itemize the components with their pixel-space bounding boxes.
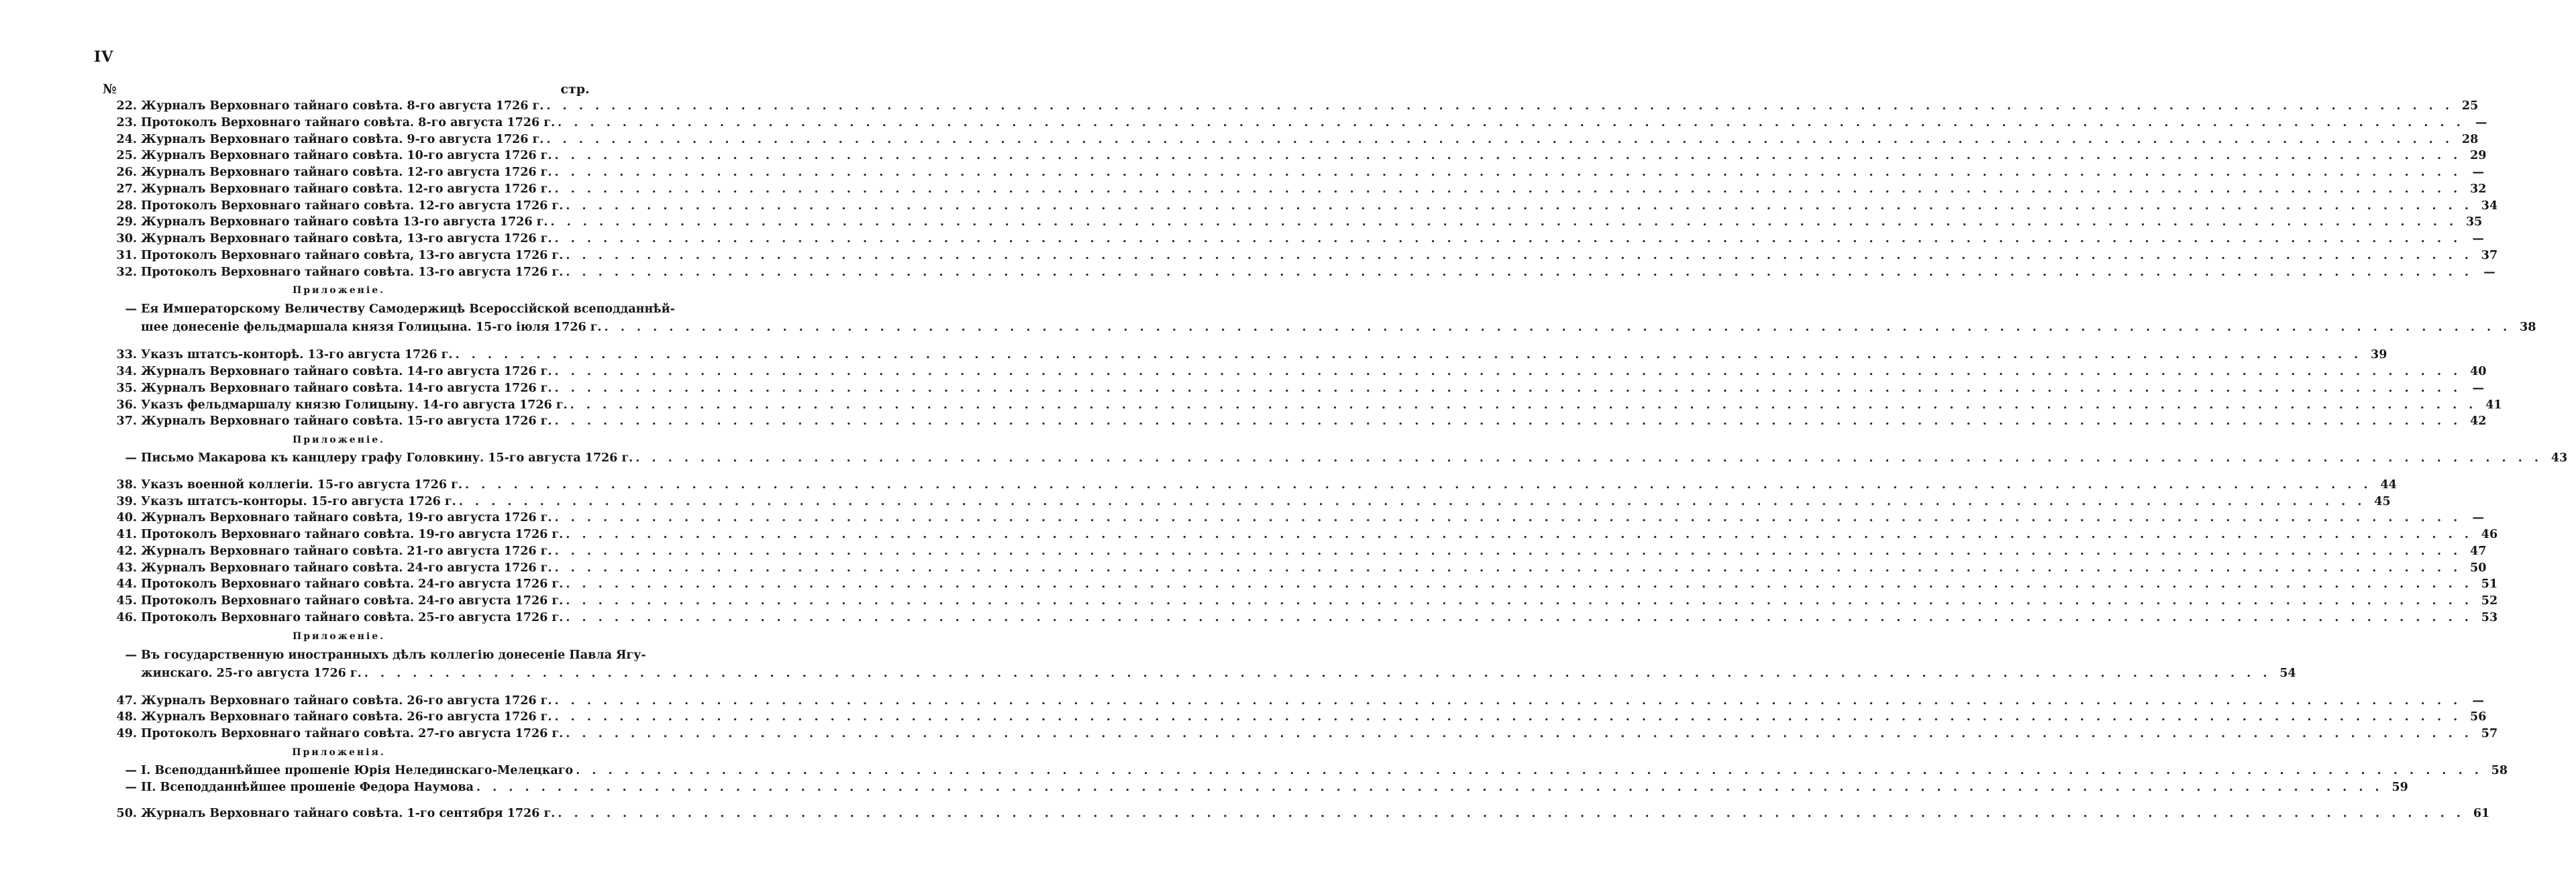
entry-number: 36. xyxy=(116,398,137,412)
leader-dots xyxy=(552,148,2462,164)
toc-entry xyxy=(101,397,2502,414)
toc-entry xyxy=(101,264,2495,281)
toc-entry xyxy=(101,510,2484,526)
appendix-entry xyxy=(101,779,2408,796)
entry-title: Протоколъ Верховнаго тайнаго совѣта. 19-го августа 1726 г. xyxy=(141,528,564,541)
entries-group-e xyxy=(101,805,2490,822)
appendix-heading: Приложеніе. xyxy=(293,630,385,642)
table-of-contents xyxy=(101,98,2568,822)
entry-page: 52 xyxy=(2481,594,2498,608)
appendix-heading: Приложеніе. xyxy=(293,435,385,445)
appendix-dash: — xyxy=(125,302,137,317)
entry-page: 51 xyxy=(2481,577,2498,592)
appendix-dash: — xyxy=(125,763,137,777)
entry-number: 25. xyxy=(116,149,137,163)
appendix-title: I. Всеподданнѣйшее прошеніе Юрія Нелединскаго-Мелецкаго xyxy=(141,763,574,777)
entry-number: 47. xyxy=(116,693,137,708)
entry-number: 48. xyxy=(116,710,137,724)
entry-number: 42. xyxy=(116,544,137,558)
toc-entry xyxy=(101,693,2484,710)
entry-title: Журналъ Верховнаго тайнаго совѣта. 10-го августа 1726 г. xyxy=(141,149,552,163)
toc-entry xyxy=(101,181,2487,198)
entry-title: Указъ штатсъ-конторѣ. 13-го августа 1726 г. xyxy=(141,348,453,362)
leader-dots xyxy=(474,779,2383,796)
leader-dots xyxy=(568,397,2477,414)
entry-title: Журналъ Верховнаго тайнаго совѣта. 21-го августа 1726 г. xyxy=(141,544,552,558)
entry-title: Журналъ Верховнаго тайнаго совѣта. 12-го августа 1726 г. xyxy=(141,182,552,196)
leader-dots xyxy=(563,247,2473,264)
entry-page: — xyxy=(2475,115,2487,129)
entry-title: Протоколъ Верховнаго тайнаго совѣта. 24-го августа 1726 г. xyxy=(141,594,564,608)
entry-title: Журналъ Верховнаго тайнаго совѣта 13-го августа 1726 г. xyxy=(141,215,548,229)
entry-title: Журналъ Верховнаго тайнаго совѣта, 19-го августа 1726 г. xyxy=(141,511,552,525)
entry-page: — xyxy=(2472,381,2484,395)
appendix-title-line1: Въ государственную иностранныхъ дѣлъ коллегію донесеніе Павла Ягу- xyxy=(141,648,646,662)
toc-entry xyxy=(101,247,2498,264)
toc-entry xyxy=(101,709,2487,726)
entry-page: 35 xyxy=(2465,215,2483,229)
leader-dots xyxy=(552,164,2462,181)
toc-entry xyxy=(101,593,2498,610)
entry-number: 41. xyxy=(116,528,137,541)
entry-page: 37 xyxy=(2481,248,2498,262)
toc-entry xyxy=(101,148,2487,164)
entry-number: 28. xyxy=(116,199,137,213)
entry-number: 34. xyxy=(116,365,137,378)
leader-dots xyxy=(563,610,2473,626)
entry-title: Протоколъ Верховнаго тайнаго совѣта. 12-го августа 1726 г. xyxy=(141,199,564,213)
leader-dots xyxy=(555,115,2465,131)
entry-number: 24. xyxy=(116,132,137,146)
entry-page: 57 xyxy=(2481,727,2498,740)
entries-group-d xyxy=(101,693,2498,742)
entry-number: 33. xyxy=(116,348,137,362)
appendix-dash: — xyxy=(125,451,137,465)
leader-dots xyxy=(452,347,2362,364)
entry-page: — xyxy=(2483,265,2495,279)
appendix-dash: — xyxy=(125,648,137,662)
entry-page: — xyxy=(2472,511,2484,525)
appendix-title: II. Всеподданнѣйшее прошеніе Федора Наумова xyxy=(141,780,474,794)
toc-entry xyxy=(101,164,2484,181)
entry-title: Журналъ Верховнаго тайнаго совѣта. 1-го сентября 1726 г. xyxy=(141,807,556,821)
page-number: IV xyxy=(94,48,114,66)
appendix-title: Письмо Макарова къ канцлеру графу Головкину. 15-го августа 1726 г. xyxy=(141,451,633,465)
entry-page: 56 xyxy=(2470,710,2487,724)
leader-dots xyxy=(552,413,2462,430)
leader-dots xyxy=(552,181,2462,198)
leader-dots xyxy=(552,364,2462,380)
leader-dots xyxy=(544,131,2453,148)
entry-page: 29 xyxy=(2470,149,2487,163)
entry-number: 37. xyxy=(116,414,137,429)
toc-entry xyxy=(101,560,2487,577)
entry-page: 61 xyxy=(2473,807,2490,821)
entry-number: 40. xyxy=(116,511,137,525)
appendix-title-line2: жинскаго. 25-го августа 1726 г. xyxy=(141,666,362,680)
appendix-page: 58 xyxy=(2491,763,2508,777)
leader-dots xyxy=(462,477,2372,494)
appendix-entry xyxy=(101,647,2296,683)
appendix-title-line2: шее донесеніе фельдмаршала князя Голицына. 15-го іюля 1726 г. xyxy=(141,321,602,335)
appendix-entry xyxy=(101,300,2536,337)
entry-number: 50. xyxy=(116,807,137,821)
entry-number: 35. xyxy=(116,381,137,395)
leader-dots xyxy=(563,264,2473,281)
leader-dots xyxy=(552,380,2462,397)
entry-number: 26. xyxy=(116,166,137,179)
toc-entry xyxy=(101,198,2498,215)
appendix-dash: — xyxy=(125,780,137,794)
leader-dots xyxy=(548,214,2457,231)
toc-entry xyxy=(101,231,2484,247)
appendix-page: 43 xyxy=(2551,451,2568,465)
entry-page: 47 xyxy=(2470,544,2487,558)
entry-title: Протоколъ Верховнаго тайнаго совѣта, 13-го августа 1726 г. xyxy=(141,248,564,262)
leader-dots xyxy=(563,593,2473,610)
entry-number: 27. xyxy=(116,182,137,196)
leader-dots xyxy=(573,763,2483,779)
entry-title: Журналъ Верховнаго тайнаго совѣта. 8-го августа 1726 г. xyxy=(141,99,544,113)
entry-title: Указъ военной коллегіи. 15-го августа 1726 г. xyxy=(141,478,462,492)
entry-title: Указъ штатсъ-конторы. 15-го августа 1726 г. xyxy=(141,494,456,508)
entry-number: 43. xyxy=(116,561,137,575)
entry-page: 45 xyxy=(2374,494,2391,508)
leader-dots xyxy=(552,709,2462,726)
entry-number: 38. xyxy=(116,478,137,492)
appendix-heading: Приложеніе. xyxy=(293,285,385,296)
entry-page: 28 xyxy=(2461,132,2479,146)
entry-title: Протоколъ Верховнаго тайнаго совѣта. 27-го августа 1726 г. xyxy=(141,727,564,740)
toc-entry xyxy=(101,347,2387,364)
entry-number: 29. xyxy=(116,215,137,229)
appendix-page: 54 xyxy=(2279,666,2296,680)
entry-page: 41 xyxy=(2485,398,2502,412)
entry-title: Протоколъ Верховнаго тайнаго совѣта. 25-го августа 1726 г. xyxy=(141,610,564,624)
entry-page: — xyxy=(2472,166,2484,179)
toc-entry xyxy=(101,543,2487,560)
entry-number: 31. xyxy=(116,248,137,262)
toc-entry xyxy=(101,413,2487,430)
leader-dots xyxy=(552,560,2462,577)
entry-number: 32. xyxy=(116,265,137,279)
entry-page: 42 xyxy=(2470,414,2487,429)
appendix-entry xyxy=(101,450,2568,467)
entry-page: — xyxy=(2472,232,2484,245)
leader-dots xyxy=(563,726,2473,742)
entry-number: 44. xyxy=(116,577,137,592)
toc-entry xyxy=(101,214,2483,231)
leader-dots xyxy=(555,805,2465,822)
entry-number: 39. xyxy=(116,494,137,508)
entry-title: Журналъ Верховнаго тайнаго совѣта. 12-го августа 1726 г. xyxy=(141,166,552,179)
leader-dots xyxy=(563,198,2473,215)
entry-page: 34 xyxy=(2481,199,2498,213)
leader-dots xyxy=(552,543,2462,560)
toc-entry xyxy=(101,364,2487,380)
leader-dots xyxy=(602,319,2512,337)
toc-entry xyxy=(101,131,2479,148)
entry-number: 49. xyxy=(116,727,137,740)
entry-page: 32 xyxy=(2470,182,2487,196)
leader-dots xyxy=(552,231,2462,247)
entry-page: 39 xyxy=(2371,348,2387,362)
entry-title: Протоколъ Верховнаго тайнаго совѣта. 24-го августа 1726 г. xyxy=(141,577,564,592)
entry-page: 53 xyxy=(2481,610,2498,624)
leader-dots xyxy=(563,526,2473,543)
toc-entry xyxy=(101,494,2391,510)
appendix-page: 59 xyxy=(2391,780,2408,794)
toc-entry xyxy=(101,115,2487,131)
entry-title: Журналъ Верховнаго тайнаго совѣта, 13-го августа 1726 г. xyxy=(141,232,552,245)
entries-group-c xyxy=(101,477,2498,626)
toc-entry xyxy=(101,576,2498,593)
entry-title: Журналъ Верховнаго тайнаго совѣта. 9-го августа 1726 г. xyxy=(141,132,544,146)
entries-group-a xyxy=(101,98,2498,280)
entry-title: Журналъ Верховнаго тайнаго совѣта. 24-го августа 1726 г. xyxy=(141,561,552,575)
entry-title: Журналъ Верховнаго тайнаго совѣта. 26-го августа 1726 г. xyxy=(141,710,552,724)
entry-title: Журналъ Верховнаго тайнаго совѣта. 14-го августа 1726 г. xyxy=(141,365,552,378)
entry-number: 22. xyxy=(116,99,137,113)
appendix-entry xyxy=(101,763,2508,779)
entry-page: 25 xyxy=(2461,99,2479,113)
entry-page: 46 xyxy=(2481,528,2498,541)
entry-number: 45. xyxy=(116,594,137,608)
entry-page: 44 xyxy=(2380,478,2397,492)
entry-title: Журналъ Верховнаго тайнаго совѣта. 15-го августа 1726 г. xyxy=(141,414,552,429)
leader-dots xyxy=(633,450,2542,467)
entry-page: — xyxy=(2472,693,2484,708)
leader-dots xyxy=(563,576,2473,593)
entry-number: 23. xyxy=(116,115,137,129)
page-column-header: стр. xyxy=(560,82,590,97)
entry-number: 30. xyxy=(116,232,137,245)
entry-title: Журналъ Верховнаго тайнаго совѣта. 14-го августа 1726 г. xyxy=(141,381,552,395)
toc-entry xyxy=(101,477,2397,494)
appendix-page: 38 xyxy=(2520,321,2536,335)
entry-title: Протоколъ Верховнаго тайнаго совѣта. 13-го августа 1726 г. xyxy=(141,265,564,279)
leader-dots xyxy=(552,510,2462,526)
leader-dots xyxy=(362,665,2271,683)
toc-entry xyxy=(101,526,2498,543)
entry-page: 50 xyxy=(2470,561,2487,575)
leader-dots xyxy=(544,98,2453,115)
toc-entry xyxy=(101,726,2498,742)
leader-dots xyxy=(552,693,2462,710)
appendix-title-line1: Ея Императорскому Величеству Самодержицѣ Всероссійской всеподданнѣй- xyxy=(141,302,675,317)
appendix-heading: Приложенія. xyxy=(292,746,386,758)
entries-group-b xyxy=(101,347,2502,430)
toc-entry xyxy=(101,610,2498,626)
leader-dots xyxy=(456,494,2366,510)
entry-page: 40 xyxy=(2470,365,2487,378)
entry-title: Протоколъ Верховнаго тайнаго совѣта. 8-го августа 1726 г. xyxy=(141,115,556,129)
toc-entry xyxy=(101,98,2479,115)
number-column-header: № xyxy=(103,82,117,97)
entry-number: 46. xyxy=(116,610,137,624)
toc-entry xyxy=(101,380,2484,397)
entry-title: Журналъ Верховнаго тайнаго совѣта. 26-го августа 1726 г. xyxy=(141,693,552,708)
entry-title: Указъ фельдмаршалу князю Голицыну. 14-го августа 1726 г. xyxy=(141,398,568,412)
toc-entry xyxy=(101,805,2490,822)
